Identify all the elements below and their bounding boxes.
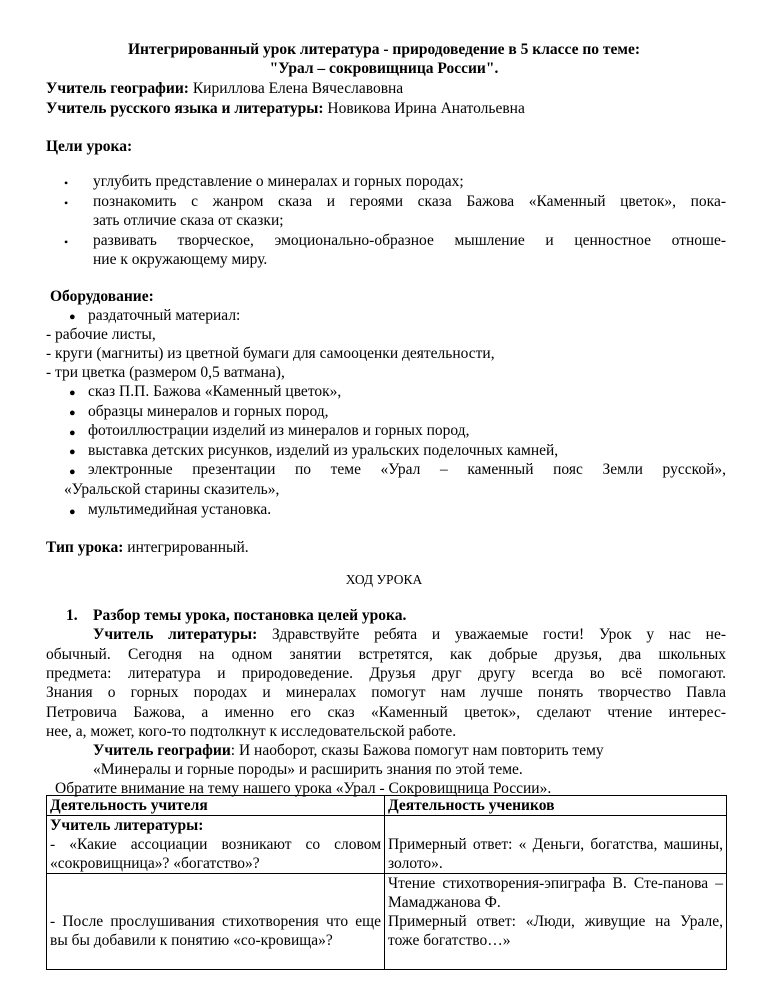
teacher-literature-name: Новикова Ирина Анатольевна	[323, 100, 525, 117]
table-cell-student-2	[385, 874, 727, 970]
p1-line3: предмета: литература и природоведение. Друзья друг другу всегда во всё помогают.	[46, 665, 726, 682]
section-1-number: 1.	[66, 607, 78, 624]
goal-item-2-line2: зать отличие сказа от сказки;	[93, 212, 284, 229]
table-student-answer-1: Примерный ответ: « Деньги, богатства, машины, золото».	[388, 836, 723, 872]
p1-line1	[93, 625, 726, 644]
goal-item-2-line1: познакомить с жанром сказа и героями сказа Бажова «Каменный цветок», пока-	[93, 193, 726, 210]
document-title-line2: "Урал – сокровищница России".	[269, 60, 499, 77]
table-cell-teacher-2	[47, 874, 385, 970]
goal-item-3-line2: ние к окружающему миру.	[93, 251, 268, 268]
lesson-type-label: Тип урока:	[46, 539, 124, 556]
p2-speaker: Учитель географии	[93, 742, 231, 759]
teacher-literature	[46, 99, 525, 118]
p3-line: Обратите внимание на тему нашего урока «Урал - Сокровищница России».	[55, 780, 552, 797]
goal-item-3-line1: развивать творческое, эмоционально-образное мышление и ценностное отноше-	[93, 232, 726, 249]
equipment-flowers: - три цветка (размером 0,5 ватмана),	[46, 364, 285, 381]
bullet-icon: ●	[69, 427, 76, 439]
equipment-circles: - круги (магниты) из цветной бумаги для самооценки деятельности,	[46, 345, 495, 362]
equipment-item-exhibition: выставка детских рисунков, изделий из уральских поделочных камней,	[88, 442, 559, 459]
p2-line2: «Минералы и горные породы» и расширить знания по этой теме.	[93, 761, 523, 778]
table-cell-teacher-1	[47, 816, 385, 874]
equipment-heading: Оборудование:	[50, 288, 154, 305]
teacher-literature-role: Учитель русского языка и литературы:	[46, 100, 324, 117]
table-row	[47, 816, 727, 874]
p1-line2: обычный. Сегодня на одном занятии встретятся, как добрые друзья, два школьных	[46, 646, 726, 663]
table-header-students: Деятельность учеников	[385, 796, 727, 816]
goal-item-1: углубить представление о минералах и горных породах;	[93, 173, 464, 190]
bullet-icon: ●	[69, 446, 76, 458]
course-heading: ХОД УРОКА	[345, 572, 423, 587]
table-cell-student-1	[385, 816, 727, 874]
section-1-title: Разбор темы урока, постановка целей урока.	[93, 607, 407, 624]
p1-line4: Знания о горных породах и минералах помогут нам лучше понять творчество Павла	[46, 684, 726, 701]
equipment-item-handout: раздаточный материал:	[88, 307, 241, 324]
bullet-icon: ●	[69, 311, 76, 323]
bullet-icon: ●	[69, 466, 76, 478]
bullet-icon: ●	[69, 506, 76, 518]
equipment-worksheets: - рабочие листы,	[46, 326, 156, 343]
bullet-icon: ●	[69, 407, 76, 419]
equipment-item-tale: сказ П.П. Бажова «Каменный цветок»,	[88, 383, 342, 400]
p2-line1	[93, 741, 604, 760]
activity-table	[46, 795, 727, 970]
document-title-line1: Интегрированный урок литература - природоведение в 5 классе по теме:	[128, 41, 640, 58]
table-student-answer-2: Примерный ответ: «Люди, живущие на Урале, тоже богатство…»	[388, 913, 723, 949]
equipment-item-photos: фотоиллюстрации изделий из минералов и горных пород,	[88, 422, 470, 439]
lesson-type-value: интегрированный.	[123, 539, 249, 556]
table-student-reading: Чтение стихотворения-эпиграфа В. Сте-панова – Мамаджанова Ф.	[388, 875, 723, 911]
table-header-row	[47, 796, 727, 816]
p1-speaker: Учитель литературы:	[93, 626, 258, 643]
p1-line1-text: Здравствуйте ребята и уважаемые гости! Урок у нас не-	[257, 626, 726, 643]
equipment-item-presentations-line1: электронные презентации по теме «Урал – каменный пояс Земли русской»,	[88, 461, 726, 478]
equipment-item-samples: образцы минералов и горных пород,	[88, 403, 329, 420]
table-header-teacher: Деятельность учителя	[47, 796, 385, 816]
table-teacher-question-2: - После прослушивания стихотворения что еще вы бы добавили к понятию «со-кровища»?	[50, 913, 381, 949]
table-teacher-label: Учитель литературы:	[50, 817, 204, 834]
bullet-icon: •	[64, 176, 69, 190]
bullet-icon: ●	[69, 387, 76, 399]
table-row	[47, 874, 727, 970]
equipment-item-multimedia: мультимедийная установка.	[88, 501, 272, 518]
equipment-item-presentations-line2: «Уральской старины сказитель»,	[64, 481, 280, 498]
teacher-geography	[46, 79, 403, 98]
bullet-icon: •	[64, 235, 69, 249]
p1-line6: нее, а, может, кого-то подтолкнут к исследовательской работе.	[46, 723, 457, 740]
goals-heading: Цели урока:	[46, 138, 133, 155]
teacher-geography-name: Кириллова Елена Вячеславовна	[188, 80, 404, 97]
bullet-icon: •	[64, 196, 69, 210]
lesson-type	[46, 538, 249, 557]
p1-line5: Петровича Бажова, а именно его сказ «Каменный цветок», сделают чтение интерес-	[46, 704, 726, 721]
table-teacher-question: - «Какие ассоциации возникают со словом «сокровищница»? «богатство»?	[50, 836, 381, 872]
p2-line1-text: : И наоборот, сказы Бажова помогут нам повторить тему	[230, 742, 604, 759]
teacher-geography-role: Учитель географии:	[46, 80, 189, 97]
